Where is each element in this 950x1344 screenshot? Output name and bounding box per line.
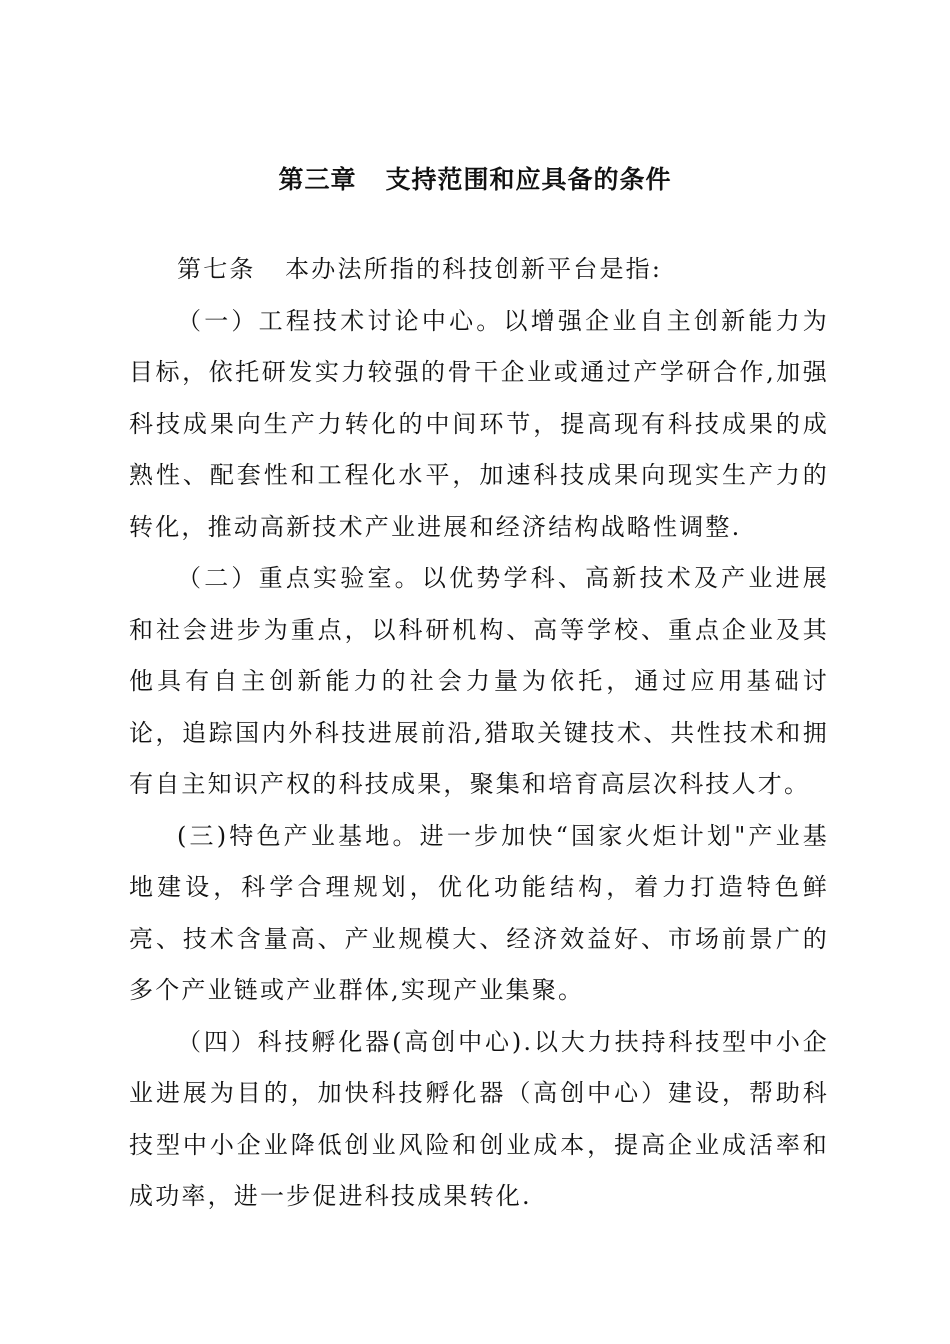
chapter-title: 第三章 支持范围和应具备的条件 (278, 165, 672, 194)
paragraph-item-2: （二）重点实验室。以优势学科、高新技术及产业进展和社会进步为重点，以科研机构、高等学校、重点企业及其他具有自主创新能力的社会力量为依托，通过应用基础讨论，追踪国内外科技进展前沿,猎取关键技术、共性技术和拥有自主知识产权的科技成果，聚集和培育高层次科技人才。 (129, 564, 829, 798)
paragraph-item-4: （四）科技孵化器(高创中心).以大力扶持科技型中小企业进展为目的，加快科技孵化器（高创中心）建设，帮助科技型中小企业降低创业风险和创业成本，提高企业成活率和成功率，进一步促进科技成果转化. (129, 1027, 829, 1210)
article-body (129, 244, 829, 1223)
paragraph-item-3: (三)特色产业基地。进一步加快“国家火炬计划"产业基地建设，科学合理规划，优化功能结构，着力打造特色鲜亮、技术含量高、产业规模大、经济效益好、市场前景广的多个产业链或产业群体,实现产业集聚。 (129, 821, 829, 1004)
paragraph-item-1: （一）工程技术讨论中心。以增强企业自主创新能力为目标，依托研发实力较强的骨干企业或通过产学研合作,加强科技成果向生产力转化的中间环节，提高现有科技成果的成熟性、配套性和工程化水平，加速科技成果向现实生产力的转化，推动高新技术产业进展和经济结构战略性调整. (129, 306, 829, 541)
article-heading: 第七条 本办法所指的科技创新平台是指: (177, 255, 663, 283)
